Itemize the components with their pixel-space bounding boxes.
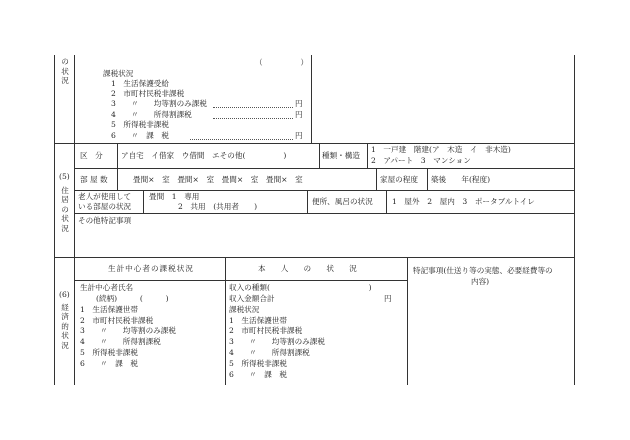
s4-item-4: 4 〃 所得割課税 xyxy=(111,110,192,119)
s6-mid-line-9: 6 〃 課 税 xyxy=(229,370,287,379)
s5-kubun-value: ア自宅 イ借家 ウ借間 エその他( ) xyxy=(121,151,287,160)
s5-bottom-line xyxy=(54,257,575,258)
s6-left-line-3: 1 生活保護世帯 xyxy=(80,305,138,314)
s4-item-1: 1 生活保護受給 xyxy=(111,79,169,88)
s5-row3-line xyxy=(74,213,575,214)
s5-kind-option-1: 1 一戸建 階建(ア 木造 イ 非木造) xyxy=(371,145,511,154)
s6-mid-line-8: 5 所得税非課税 xyxy=(229,359,287,368)
s6-divider-left xyxy=(225,257,226,385)
s4-paren: （ ） xyxy=(255,58,309,67)
s5-elder-room-option-2: 2 共用 (共用者 ) xyxy=(178,202,258,211)
s4-side-label: 状況 xyxy=(61,67,69,86)
s5-toilet-divider-a xyxy=(307,190,308,213)
s4-yen-6: 円 xyxy=(295,131,303,140)
s5-elder-room-label-1: 老人が使用して xyxy=(78,192,132,201)
s5-age-label: 築後 年(程度) xyxy=(431,175,491,184)
s5-kind-divider-b xyxy=(367,143,368,168)
s5-elder-room-option-1: 畳間 1 専用 xyxy=(149,192,200,201)
s4-item-5: 5 所得税非課税 xyxy=(111,120,169,129)
s6-mid-header: 本 人 の 状 況 xyxy=(258,264,357,273)
s4-side-top: の xyxy=(61,57,69,66)
s6-divider-right xyxy=(407,257,408,385)
s5-label: 住居の状況 xyxy=(61,186,69,233)
s6-left-line-7: 5 所得税非課税 xyxy=(80,348,138,357)
s5-degree-divider-b xyxy=(427,168,428,190)
s4-column-divider xyxy=(311,55,312,143)
s4-item-2: 2 市町村民税非課税 xyxy=(111,89,185,98)
s6-left-line-5: 3 〃 均等割のみ課税 xyxy=(80,326,176,335)
s6-right-header-1: 特記事項(仕送り等の実態、必要経費等の xyxy=(413,266,553,275)
s5-rooms-value: 畳間× 室 畳間× 室 畳間× 室 畳間× 室 xyxy=(133,175,303,184)
s6-mid-yen: 円 xyxy=(384,294,392,303)
s6-left-line-6: 4 〃 所得割課税 xyxy=(80,337,161,346)
s5-kubun-divider xyxy=(117,143,118,190)
s6-mid-line-1: 収入の種類( ) xyxy=(229,283,372,292)
s6-mid-line-3: 課税状況 xyxy=(229,305,260,314)
s4-fill-line-3 xyxy=(213,107,293,108)
s6-left-header: 生計中心者の課税状況 xyxy=(108,264,194,273)
s4-item-6: 6 〃 課 税 xyxy=(111,131,169,140)
s6-left-line-2: (続柄) ( ) xyxy=(96,294,169,303)
s5-elder-room-label-2: いる部屋の状況 xyxy=(78,202,132,211)
s4-yen-4: 円 xyxy=(295,110,303,119)
s5-degree-label: 家屋の程度 xyxy=(380,175,418,184)
s5-kind-option-2: 2 アパート 3 マンション xyxy=(371,156,471,165)
s4-item-3: 3 〃 均等割のみ課税 xyxy=(111,99,207,108)
s6-header-line xyxy=(74,280,407,281)
s6-number: (6) xyxy=(59,290,70,299)
s5-row2-line xyxy=(74,190,575,191)
s5-degree-divider-a xyxy=(376,168,377,190)
s5-room-divider xyxy=(143,190,144,213)
s4-fill-line-4 xyxy=(213,118,293,119)
s5-other-notes-label: その他特記事項 xyxy=(78,216,132,225)
s4-fill-line-6 xyxy=(190,139,293,140)
s6-mid-line-7: 4 〃 所得割課税 xyxy=(229,348,310,357)
s4-tax-title: 課税状況 xyxy=(103,69,134,78)
s5-number: (5) xyxy=(59,172,70,181)
s5-toilet-value: 1 屋外 2 屋内 3 ポータブルトイレ xyxy=(392,197,535,206)
s6-label: 経済的状況 xyxy=(61,303,69,350)
border-left xyxy=(54,55,55,385)
s5-rooms-label: 部 屋 数 xyxy=(80,175,108,184)
s6-mid-line-6: 3 〃 均等割のみ課税 xyxy=(229,337,325,346)
s6-mid-line-5: 2 市町村民税非課税 xyxy=(229,326,303,335)
s6-mid-line-4: 1 生活保護世帯 xyxy=(229,316,287,325)
s5-kind-divider-a xyxy=(319,143,320,168)
s4-yen-3: 円 xyxy=(295,99,303,108)
s6-left-line-8: 6 〃 課 税 xyxy=(80,359,138,368)
s5-toilet-label: 便所、風呂の状況 xyxy=(312,197,373,206)
s6-right-header-2: 内容) xyxy=(471,277,490,286)
s5-kind-label: 種類・構造 xyxy=(322,151,360,160)
s5-kubun-label: 区 分 xyxy=(80,151,103,160)
s6-left-line-1: 生計中心者氏名 xyxy=(80,283,134,292)
label-column-divider xyxy=(74,55,75,385)
s5-toilet-divider-b xyxy=(386,190,387,213)
s5-row1-line xyxy=(74,168,575,169)
s4-bottom-line xyxy=(54,143,575,144)
s6-left-line-4: 2 市町村民税非課税 xyxy=(80,316,154,325)
border-right xyxy=(574,55,575,385)
s6-mid-line-2: 収入金額合計 xyxy=(229,294,275,303)
